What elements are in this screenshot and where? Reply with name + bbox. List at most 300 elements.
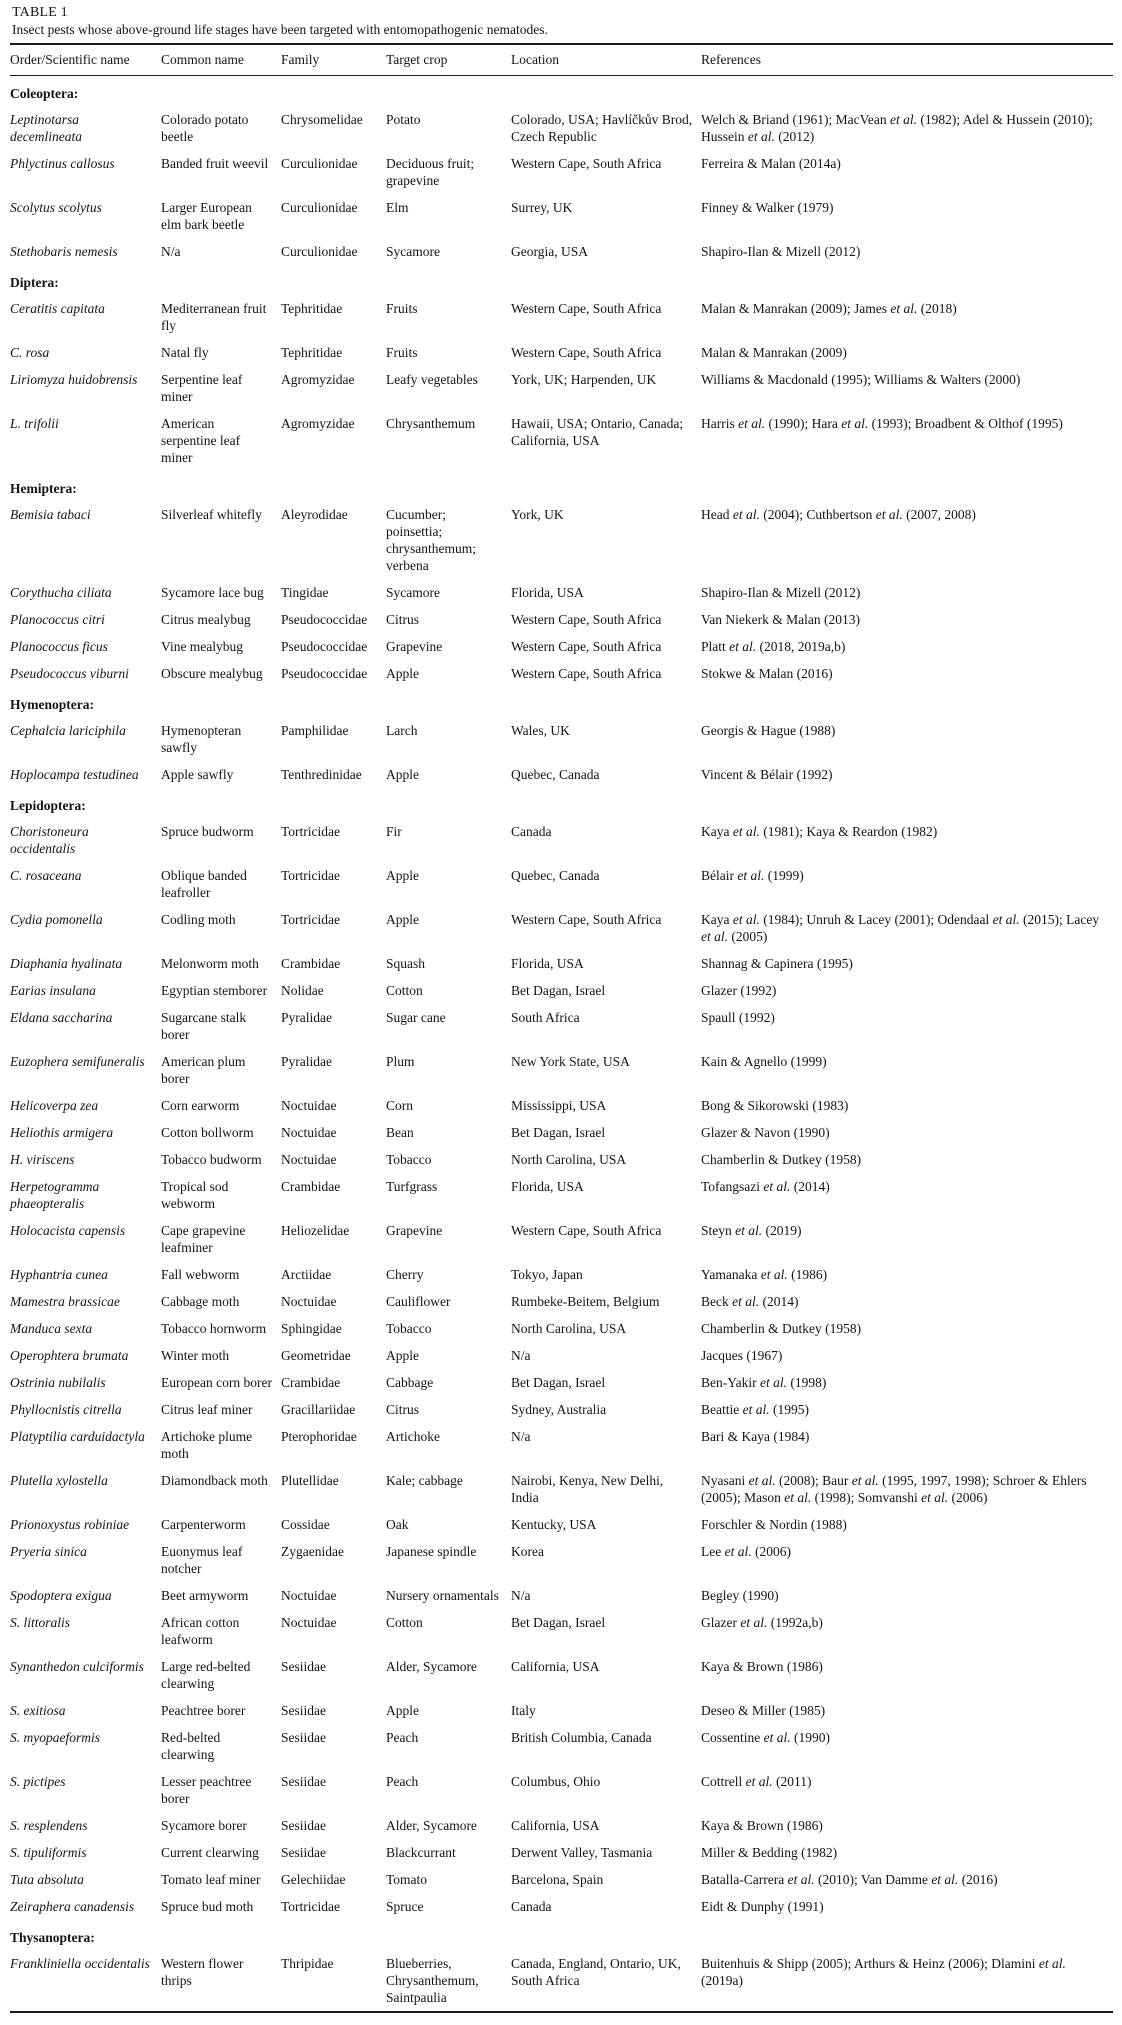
cell-scientific-name: Planococcus ficus xyxy=(10,639,108,654)
cell-family: Tortricidae xyxy=(281,912,341,927)
cell-scientific-name: Hoplocampa testudinea xyxy=(10,767,139,782)
section-row xyxy=(10,76,1113,107)
cell-scientific-name: C. rosaceana xyxy=(10,868,82,883)
cell-scientific-name: S. tipuliformis xyxy=(10,1845,87,1860)
cell-references: Glazer & Navon (1990) xyxy=(701,1125,830,1140)
cell-family: Noctuidae xyxy=(281,1588,337,1603)
section-row xyxy=(10,687,1113,717)
cell-family: Tingidae xyxy=(281,585,329,600)
cell-references: Kaya & Brown (1986) xyxy=(701,1818,823,1833)
cell-common-name: American plum borer xyxy=(161,1054,246,1086)
cell-scientific-name: Pseudococcus viburni xyxy=(10,666,129,681)
cell-references: Glazer (1992) xyxy=(701,983,777,998)
cell-scientific-name: S. littoralis xyxy=(10,1615,71,1630)
cell-references: Chamberlin & Dutkey (1958) xyxy=(701,1321,862,1336)
cell-target-crop: Citrus xyxy=(386,1402,420,1417)
cell-common-name: N/a xyxy=(161,244,181,259)
cell-family: Sesiidae xyxy=(281,1659,326,1674)
table-row xyxy=(10,1724,1113,1768)
cell-location: Georgia, USA xyxy=(511,244,588,259)
table-row xyxy=(10,1315,1113,1342)
cell-location: Western Cape, South Africa xyxy=(511,912,662,927)
cell-common-name: Larger European elm bark beetle xyxy=(161,200,252,232)
table-row xyxy=(10,1288,1113,1315)
cell-location: Florida, USA xyxy=(511,585,584,600)
column-header-5: Location xyxy=(511,44,701,76)
cell-target-crop: Oak xyxy=(386,1517,409,1532)
table-row xyxy=(10,1423,1113,1467)
cell-family: Agromyzidae xyxy=(281,416,355,431)
cell-common-name: Winter moth xyxy=(161,1348,230,1363)
cell-location: Quebec, Canada xyxy=(511,868,600,883)
cell-common-name: Tropical sod webworm xyxy=(161,1179,229,1211)
cell-references: Head et al. (2004); Cuthbertson et al. (2007, 2008) xyxy=(701,507,976,522)
table-row xyxy=(10,1342,1113,1369)
cell-references: Malan & Manrakan (2009) xyxy=(701,345,847,360)
cell-references: Beattie et al. (1995) xyxy=(701,1402,809,1417)
table-row xyxy=(10,1511,1113,1538)
cell-family: Pyralidae xyxy=(281,1010,332,1025)
cell-family: Thripidae xyxy=(281,1956,334,1971)
cell-family: Curculionidae xyxy=(281,156,358,171)
cell-family: Heliozelidae xyxy=(281,1223,350,1238)
table-row xyxy=(10,1950,1113,2012)
table-row xyxy=(10,1004,1113,1048)
cell-references: Miller & Bedding (1982) xyxy=(701,1845,838,1860)
table-row xyxy=(10,106,1113,150)
cell-references: Kaya et al. (1984); Unruh & Lacey (2001); Odendaal et al. (2015); Lacey et al. (2005) xyxy=(701,912,1100,944)
cell-family: Plutellidae xyxy=(281,1473,339,1488)
cell-scientific-name: S. myopaeformis xyxy=(10,1730,100,1745)
cell-target-crop: Tomato xyxy=(386,1872,428,1887)
table-row xyxy=(10,1812,1113,1839)
table-row xyxy=(10,1217,1113,1261)
cell-common-name: Spruce budworm xyxy=(161,824,254,839)
section-order-label: Thysanoptera: xyxy=(10,1930,95,1945)
cell-references: Bong & Sikorowski (1983) xyxy=(701,1098,849,1113)
cell-references: Cossentine et al. (1990) xyxy=(701,1730,830,1745)
table-row xyxy=(10,1538,1113,1582)
cell-references: Van Niekerk & Malan (2013) xyxy=(701,612,860,627)
cell-location: Kentucky, USA xyxy=(511,1517,597,1532)
cell-common-name: European corn borer xyxy=(161,1375,272,1390)
cell-family: Tenthredinidae xyxy=(281,767,362,782)
table-row xyxy=(10,1396,1113,1423)
cell-common-name: Tobacco hornworm xyxy=(161,1321,267,1336)
cell-location: Western Cape, South Africa xyxy=(511,666,662,681)
cell-family: Pamphilidae xyxy=(281,723,349,738)
cell-location: York, UK xyxy=(511,507,564,522)
cell-family: Pyralidae xyxy=(281,1054,332,1069)
cell-scientific-name: Corythucha ciliata xyxy=(10,585,112,600)
cell-target-crop: Apple xyxy=(386,1348,419,1363)
cell-target-crop: Apple xyxy=(386,1703,419,1718)
cell-location: Wales, UK xyxy=(511,723,570,738)
cell-target-crop: Citrus xyxy=(386,612,420,627)
cell-common-name: Colorado potato beetle xyxy=(161,112,249,144)
cell-target-crop: Sycamore xyxy=(386,585,440,600)
cell-location: Tokyo, Japan xyxy=(511,1267,583,1282)
cell-common-name: Serpentine leaf miner xyxy=(161,372,243,404)
cell-scientific-name: Platyptilia carduidactyla xyxy=(10,1429,145,1444)
cell-scientific-name: Heliothis armigera xyxy=(10,1125,114,1140)
cell-references: Chamberlin & Dutkey (1958) xyxy=(701,1152,862,1167)
cell-location: North Carolina, USA xyxy=(511,1321,627,1336)
cell-location: Colorado, USA; Havlíčkův Brod, Czech Republic xyxy=(511,112,693,144)
cell-common-name: Tobacco budworm xyxy=(161,1152,262,1167)
cell-references: Finney & Walker (1979) xyxy=(701,200,834,215)
cell-family: Zygaenidae xyxy=(281,1544,344,1559)
cell-family: Tortricidae xyxy=(281,868,341,883)
cell-family: Crambidae xyxy=(281,1375,341,1390)
column-header-3: Family xyxy=(281,44,386,76)
cell-family: Pseudococcidae xyxy=(281,639,368,654)
cell-target-crop: Squash xyxy=(386,956,426,971)
cell-scientific-name: Cydia pomonella xyxy=(10,912,103,927)
cell-family: Pterophoridae xyxy=(281,1429,357,1444)
cell-family: Noctuidae xyxy=(281,1125,337,1140)
cell-scientific-name: Diaphania hyalinata xyxy=(10,956,123,971)
cell-target-crop: Corn xyxy=(386,1098,413,1113)
table-row xyxy=(10,501,1113,579)
cell-target-crop: Fruits xyxy=(386,301,418,316)
cell-common-name: Citrus mealybug xyxy=(161,612,251,627)
cell-family: Sesiidae xyxy=(281,1774,326,1789)
cell-location: Bet Dagan, Israel xyxy=(511,1125,606,1140)
cell-references: Platt et al. (2018, 2019a,b) xyxy=(701,639,846,654)
table-row xyxy=(10,238,1113,265)
cell-common-name: Cotton bollworm xyxy=(161,1125,254,1140)
section-row xyxy=(10,265,1113,295)
cell-location: N/a xyxy=(511,1429,531,1444)
cell-target-crop: Artichoke xyxy=(386,1429,440,1444)
cell-target-crop: Potato xyxy=(386,112,421,127)
cell-references: Deseo & Miller (1985) xyxy=(701,1703,826,1718)
cell-location: N/a xyxy=(511,1348,531,1363)
section-order-label: Diptera: xyxy=(10,275,59,290)
cell-target-crop: Turfgrass xyxy=(386,1179,438,1194)
cell-scientific-name: Spodoptera exigua xyxy=(10,1588,112,1603)
cell-target-crop: Alder, Sycamore xyxy=(386,1818,477,1833)
cell-scientific-name: Ceratitis capitata xyxy=(10,301,105,316)
cell-scientific-name: Synanthedon culciformis xyxy=(10,1659,144,1674)
cell-family: Curculionidae xyxy=(281,244,358,259)
cell-location: California, USA xyxy=(511,1659,600,1674)
cell-location: Canada xyxy=(511,824,552,839)
cell-family: Crambidae xyxy=(281,956,341,971)
cell-common-name: Beet armyworm xyxy=(161,1588,249,1603)
cell-references: Cottrell et al. (2011) xyxy=(701,1774,812,1789)
cell-location: Bet Dagan, Israel xyxy=(511,1615,606,1630)
cell-common-name: Sycamore borer xyxy=(161,1818,247,1833)
cell-references: Malan & Manrakan (2009); James et al. (2018) xyxy=(701,301,957,316)
cell-location: Western Cape, South Africa xyxy=(511,301,662,316)
cell-scientific-name: Pryeria sinica xyxy=(10,1544,87,1559)
header-row xyxy=(10,44,1113,76)
table-row xyxy=(10,818,1113,862)
cell-location: Mississippi, USA xyxy=(511,1098,607,1113)
table-row xyxy=(10,1369,1113,1396)
cell-target-crop: Kale; cabbage xyxy=(386,1473,463,1488)
cell-family: Pseudococcidae xyxy=(281,612,368,627)
cell-scientific-name: Hyphantria cunea xyxy=(10,1267,108,1282)
cell-target-crop: Sugar cane xyxy=(386,1010,446,1025)
cell-family: Crambidae xyxy=(281,1179,341,1194)
cell-common-name: Lesser peachtree borer xyxy=(161,1774,252,1806)
cell-scientific-name: Manduca sexta xyxy=(10,1321,93,1336)
cell-location: California, USA xyxy=(511,1818,600,1833)
cell-family: Noctuidae xyxy=(281,1294,337,1309)
cell-target-crop: Cherry xyxy=(386,1267,424,1282)
cell-family: Noctuidae xyxy=(281,1152,337,1167)
column-header-4: Target crop xyxy=(386,44,511,76)
cell-family: Agromyzidae xyxy=(281,372,355,387)
table-row xyxy=(10,1768,1113,1812)
cell-common-name: Peachtree borer xyxy=(161,1703,246,1718)
cell-references: Glazer et al. (1992a,b) xyxy=(701,1615,823,1630)
cell-references: Kaya et al. (1981); Kaya & Reardon (1982) xyxy=(701,824,938,839)
section-row xyxy=(10,471,1113,501)
cell-references: Shannag & Capinera (1995) xyxy=(701,956,853,971)
cell-common-name: African cotton leafworm xyxy=(161,1615,240,1647)
cell-common-name: American serpentine leaf miner xyxy=(161,416,241,465)
cell-location: Bet Dagan, Israel xyxy=(511,1375,606,1390)
cell-target-crop: Cotton xyxy=(386,1615,423,1630)
cell-target-crop: Blackcurrant xyxy=(386,1845,456,1860)
cell-location: Italy xyxy=(511,1703,536,1718)
cell-scientific-name: Bemisia tabaci xyxy=(10,507,91,522)
cell-common-name: Mediterranean fruit fly xyxy=(161,301,267,333)
cell-references: Williams & Macdonald (1995); Williams & Walters (2000) xyxy=(701,372,1021,387)
cell-references: Stokwe & Malan (2016) xyxy=(701,666,833,681)
cell-target-crop: Spruce xyxy=(386,1899,424,1914)
cell-common-name: Western flower thrips xyxy=(161,1956,244,1988)
cell-scientific-name: L. trifolii xyxy=(10,416,59,431)
cell-location: Sydney, Australia xyxy=(511,1402,607,1417)
cell-location: Quebec, Canada xyxy=(511,767,600,782)
table-row xyxy=(10,660,1113,687)
cell-family: Gracillariidae xyxy=(281,1402,356,1417)
cell-family: Tephritidae xyxy=(281,345,343,360)
cell-references: Shapiro-Ilan & Mizell (2012) xyxy=(701,244,861,259)
cell-common-name: Cape grapevine leafminer xyxy=(161,1223,246,1255)
table-row xyxy=(10,1092,1113,1119)
cell-target-crop: Japanese spindle xyxy=(386,1544,477,1559)
table-row xyxy=(10,1653,1113,1697)
cell-scientific-name: Leptinotarsa decemlineata xyxy=(10,112,82,144)
cell-common-name: Egyptian stemborer xyxy=(161,983,268,998)
table-row xyxy=(10,1173,1113,1217)
table-row xyxy=(10,339,1113,366)
cell-location: Rumbeke-Beitem, Belgium xyxy=(511,1294,660,1309)
cell-scientific-name: Cephalcia lariciphila xyxy=(10,723,126,738)
cell-scientific-name: Phyllocnistis citrella xyxy=(10,1402,122,1417)
cell-common-name: Current clearwing xyxy=(161,1845,259,1860)
cell-family: Tortricidae xyxy=(281,824,341,839)
cell-common-name: Silverleaf whitefly xyxy=(161,507,262,522)
cell-references: Vincent & Bélair (1992) xyxy=(701,767,833,782)
cell-references: Steyn et al. (2019) xyxy=(701,1223,802,1238)
cell-location: Columbus, Ohio xyxy=(511,1774,601,1789)
cell-location: Barcelona, Spain xyxy=(511,1872,604,1887)
table-header xyxy=(10,44,1113,76)
cell-family: Noctuidae xyxy=(281,1615,337,1630)
cell-references: Bari & Kaya (1984) xyxy=(701,1429,810,1444)
cell-target-crop: Tobacco xyxy=(386,1152,432,1167)
cell-scientific-name: Operophtera brumata xyxy=(10,1348,129,1363)
cell-target-crop: Fir xyxy=(386,824,402,839)
table-row xyxy=(10,366,1113,410)
cell-target-crop: Fruits xyxy=(386,345,418,360)
cell-common-name: Hymenopteran sawfly xyxy=(161,723,242,755)
cell-target-crop: Apple xyxy=(386,767,419,782)
cell-location: Derwent Valley, Tasmania xyxy=(511,1845,653,1860)
cell-scientific-name: Herpetogramma phaeopteralis xyxy=(10,1179,100,1211)
cell-common-name: Oblique banded leafroller xyxy=(161,868,247,900)
cell-target-crop: Alder, Sycamore xyxy=(386,1659,477,1674)
cell-common-name: Sugarcane stalk borer xyxy=(161,1010,247,1042)
cell-references: Welch & Briand (1961); MacVean et al. (1982); Adel & Hussein (2010); Hussein et al. (2012) xyxy=(701,112,1093,144)
table-row xyxy=(10,150,1113,194)
cell-scientific-name: Mamestra brassicae xyxy=(10,1294,120,1309)
cell-common-name: Fall webworm xyxy=(161,1267,240,1282)
table-row xyxy=(10,1582,1113,1609)
cell-references: Buitenhuis & Shipp (2005); Arthurs & Heinz (2006); Dlamini et al. (2019a) xyxy=(701,1956,1066,1988)
cell-location: York, UK; Harpenden, UK xyxy=(511,372,657,387)
cell-family: Geometridae xyxy=(281,1348,351,1363)
cell-target-crop: Apple xyxy=(386,868,419,883)
cell-target-crop: Nursery ornamentals xyxy=(386,1588,499,1603)
table-row xyxy=(10,1697,1113,1724)
cell-target-crop: Deciduous fruit; grapevine xyxy=(386,156,475,188)
cell-scientific-name: Euzophera semifuneralis xyxy=(10,1054,145,1069)
cell-references: Nyasani et al. (2008); Baur et al. (1995, 1997, 1998); Schroer & Ehlers (2005); Mason et al. (1998); Somvanshi et al. (2006) xyxy=(701,1473,1087,1505)
cell-scientific-name: Prionoxystus robiniae xyxy=(10,1517,130,1532)
cell-location: Western Cape, South Africa xyxy=(511,345,662,360)
cell-references: Batalla-Carrera et al. (2010); Van Damme et al. (2016) xyxy=(701,1872,998,1887)
cell-references: Lee et al. (2006) xyxy=(701,1544,791,1559)
column-header-1: Order/Scientific name xyxy=(10,44,161,76)
cell-scientific-name: Plutella xylostella xyxy=(10,1473,108,1488)
cell-location: Nairobi, Kenya, New Delhi, India xyxy=(511,1473,664,1505)
cell-scientific-name: C. rosa xyxy=(10,345,50,360)
cell-target-crop: Grapevine xyxy=(386,639,443,654)
table-row xyxy=(10,579,1113,606)
cell-common-name: Spruce bud moth xyxy=(161,1899,254,1914)
cell-scientific-name: Ostrinia nubilalis xyxy=(10,1375,106,1390)
table-row xyxy=(10,295,1113,339)
cell-common-name: Apple sawfly xyxy=(161,767,234,782)
cell-location: Western Cape, South Africa xyxy=(511,156,662,171)
table-row xyxy=(10,1119,1113,1146)
cell-target-crop: Chrysanthemum xyxy=(386,416,476,431)
cell-scientific-name: Frankliniella occidentalis xyxy=(10,1956,150,1971)
cell-family: Noctuidae xyxy=(281,1098,337,1113)
section-row xyxy=(10,788,1113,818)
cell-location: South Africa xyxy=(511,1010,580,1025)
cell-target-crop: Cotton xyxy=(386,983,423,998)
cell-location: Western Cape, South Africa xyxy=(511,612,662,627)
cell-references: Ferreira & Malan (2014a) xyxy=(701,156,841,171)
cell-common-name: Banded fruit weevil xyxy=(161,156,269,171)
cell-target-crop: Elm xyxy=(386,200,409,215)
cell-common-name: Cabbage moth xyxy=(161,1294,240,1309)
table-row xyxy=(10,194,1113,238)
cell-references: Begley (1990) xyxy=(701,1588,779,1603)
cell-references: Spaull (1992) xyxy=(701,1010,775,1025)
cell-target-crop: Sycamore xyxy=(386,244,440,259)
cell-common-name: Tomato leaf miner xyxy=(161,1872,261,1887)
cell-target-crop: Cabbage xyxy=(386,1375,434,1390)
cell-location: New York State, USA xyxy=(511,1054,630,1069)
cell-target-crop: Peach xyxy=(386,1774,419,1789)
cell-location: Bet Dagan, Israel xyxy=(511,983,606,998)
cell-scientific-name: Stethobaris nemesis xyxy=(10,244,118,259)
cell-scientific-name: Choristoneura occidentalis xyxy=(10,824,89,856)
cell-family: Sesiidae xyxy=(281,1845,326,1860)
cell-family: Aleyrodidae xyxy=(281,507,348,522)
cell-scientific-name: Eldana saccharina xyxy=(10,1010,113,1025)
table-row xyxy=(10,717,1113,761)
cell-references: Harris et al. (1990); Hara et al. (1993); Broadbent & Olthof (1995) xyxy=(701,416,1063,431)
section-order-label: Coleoptera: xyxy=(10,86,79,101)
cell-location: Hawaii, USA; Ontario, Canada; California, USA xyxy=(511,416,684,448)
table-row xyxy=(10,1467,1113,1511)
cell-common-name: Vine mealybug xyxy=(161,639,244,654)
table-row xyxy=(10,1048,1113,1092)
table-row xyxy=(10,410,1113,471)
cell-scientific-name: Tuta absoluta xyxy=(10,1872,84,1887)
cell-target-crop: Apple xyxy=(386,912,419,927)
table-row xyxy=(10,1866,1113,1893)
cell-location: Western Cape, South Africa xyxy=(511,639,662,654)
cell-scientific-name: S. pictipes xyxy=(10,1774,66,1789)
cell-location: N/a xyxy=(511,1588,531,1603)
cell-common-name: Corn earworm xyxy=(161,1098,240,1113)
cell-target-crop: Bean xyxy=(386,1125,414,1140)
table-row xyxy=(10,1609,1113,1653)
cell-family: Sesiidae xyxy=(281,1818,326,1833)
section-order-label: Lepidoptera: xyxy=(10,798,86,813)
cell-location: Florida, USA xyxy=(511,1179,584,1194)
cell-common-name: Diamondback moth xyxy=(161,1473,268,1488)
cell-references: Georgis & Hague (1988) xyxy=(701,723,836,738)
cell-family: Arctiidae xyxy=(281,1267,332,1282)
cell-common-name: Melonworm moth xyxy=(161,956,259,971)
cell-scientific-name: S. resplendens xyxy=(10,1818,88,1833)
cell-family: Sesiidae xyxy=(281,1703,326,1718)
cell-references: Beck et al. (2014) xyxy=(701,1294,799,1309)
cell-family: Tephritidae xyxy=(281,301,343,316)
cell-common-name: Sycamore lace bug xyxy=(161,585,264,600)
cell-family: Tortricidae xyxy=(281,1899,341,1914)
cell-family: Chrysomelidae xyxy=(281,112,363,127)
cell-common-name: Obscure mealybug xyxy=(161,666,263,681)
cell-common-name: Codling moth xyxy=(161,912,236,927)
cell-target-crop: Apple xyxy=(386,666,419,681)
cell-family: Curculionidae xyxy=(281,200,358,215)
cell-target-crop: Peach xyxy=(386,1730,419,1745)
table-caption: Insect pests whose above-ground life stages have been targeted with entomopathogenic nematodes. xyxy=(12,22,548,37)
cell-common-name: Natal fly xyxy=(161,345,209,360)
cell-references: Yamanaka et al. (1986) xyxy=(701,1267,828,1282)
table-row xyxy=(10,1839,1113,1866)
table-row xyxy=(10,633,1113,660)
cell-scientific-name: Zeiraphera canadensis xyxy=(10,1899,135,1914)
cell-references: Eidt & Dunphy (1991) xyxy=(701,1899,824,1914)
cell-location: Florida, USA xyxy=(511,956,584,971)
table-row xyxy=(10,1261,1113,1288)
